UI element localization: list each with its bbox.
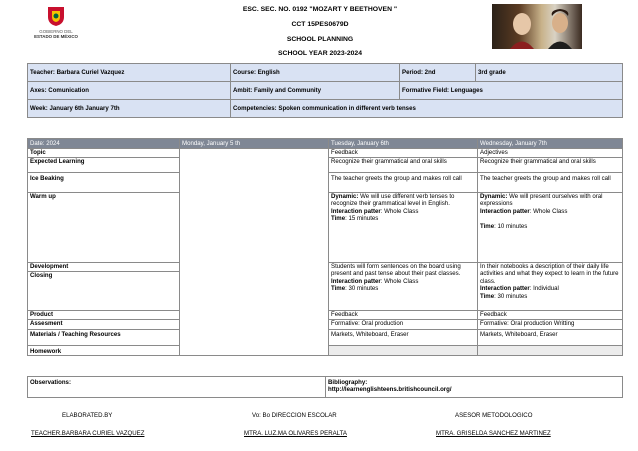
warm-up-tuesday-time: : 15 minutes	[345, 215, 379, 223]
product-tuesday: Feedback	[329, 311, 478, 320]
ambit-cell: Ambit: Family and Community	[231, 82, 400, 100]
ice-breaking-wednesday: The teacher greets the group and makes roll call	[478, 173, 623, 193]
observations-table	[27, 376, 623, 398]
school-cct: CCT 15PES0679D	[291, 21, 349, 28]
school-year: SCHOOL YEAR 2023-2024	[278, 50, 362, 57]
warm-up-wednesday-pattern-key: Interaction patter	[480, 207, 530, 215]
plan-header-row	[28, 139, 623, 149]
assesment-label: Assesment	[28, 320, 180, 330]
development-tuesday-pattern: : Whole Class	[380, 277, 419, 285]
development-tuesday-time-key: Time	[331, 285, 346, 293]
ice-breaking-label: Ice Beaking	[28, 173, 180, 193]
development-wednesday-time-key: Time	[480, 292, 495, 300]
competencies-cell: Competencies: Spoken communication in different verb tenses	[231, 100, 623, 118]
bibliography-link[interactable]: http://learnenglishteens.britishcouncil.org/	[328, 386, 452, 394]
topic-row	[28, 149, 623, 158]
development-tuesday	[329, 263, 478, 311]
development-tuesday-time: : 30 minutes	[345, 285, 379, 293]
portrait-image	[492, 4, 582, 49]
plan-table	[27, 138, 623, 356]
expected-learning-label: Expected Learning	[28, 158, 180, 173]
warm-up-wednesday	[478, 193, 623, 263]
axes-cell: Axes: Comunication	[28, 82, 231, 100]
warm-up-wednesday-time-key: Time	[480, 222, 495, 230]
document-title: SCHOOL PLANNING	[286, 36, 354, 43]
advisor-name: MTRA. GRISELDA SANCHEZ MARTINEZ	[436, 430, 551, 437]
monday-header: Monday, January 5 th	[180, 139, 329, 149]
warm-up-wednesday-pattern: : Whole Class	[529, 207, 568, 215]
topic-tuesday: Feedback	[329, 149, 478, 158]
development-wednesday-text: In their notebooks a description of their daily life activities and what they expect to learn in the future class.	[480, 263, 619, 285]
development-tuesday-text: Students will form sentences on the board using present and past tense about their past classes.	[331, 263, 461, 278]
development-label: Development	[28, 263, 180, 272]
assesment-wednesday: Formative: Oral production Writting	[478, 320, 623, 330]
week-cell: Week: January 6th January 7th	[28, 100, 231, 118]
warm-up-tuesday	[329, 193, 478, 263]
expected-learning-wednesday: Recognize their grammatical and oral skills	[478, 158, 623, 173]
teacher-cell: Teacher: Barbara Curiel Vazquez	[28, 64, 231, 82]
composers-portrait	[492, 4, 582, 49]
logo-line2: ESTADO DE MÉXICO	[34, 34, 78, 39]
materials-label: Materials / Teaching Resources	[28, 330, 180, 346]
product-wednesday: Feedback	[478, 311, 623, 320]
warm-up-tuesday-time-key: Time	[331, 215, 346, 223]
warm-up-tuesday-pattern-key: Interaction patter	[331, 207, 381, 215]
monday-column	[180, 149, 329, 356]
info-table	[27, 63, 623, 118]
logo-line1: GOBIERNO DEL	[39, 29, 73, 34]
materials-wednesday: Markets, Whiteboard, Eraser	[478, 330, 623, 346]
topic-wednesday: Adjectives	[478, 149, 623, 158]
development-wednesday-pattern-key: Interaction patter	[480, 285, 530, 293]
director-role: Vo: Bo DIRECCION ESCOLAR	[252, 412, 337, 419]
warm-up-tuesday-pattern: : Whole Class	[380, 207, 419, 215]
development-wednesday	[478, 263, 623, 311]
homework-label: Homework	[28, 346, 180, 356]
closing-label: Closing	[28, 272, 180, 311]
assesment-tuesday: Formative: Oral production	[329, 320, 478, 330]
bibliography-label: Bibliography:	[328, 379, 368, 386]
warm-up-wednesday-dynamic: We will present ourselves with oral expressions	[480, 193, 603, 208]
topic-label: Topic	[28, 149, 180, 158]
development-tuesday-pattern-key: Interaction patter	[331, 277, 381, 285]
observations-cell: Observations:	[28, 377, 326, 398]
tuesday-header: Tuesday, January 6th	[329, 139, 478, 149]
product-label: Product	[28, 311, 180, 320]
wednesday-header: Wednesday, January 7th	[478, 139, 623, 149]
ice-breaking-tuesday: The teacher greets the group and makes roll call	[329, 173, 478, 193]
homework-wednesday	[478, 346, 623, 356]
crest-icon	[44, 5, 68, 27]
advisor-role: ASESOR METODOLOGICO	[455, 412, 533, 419]
school-name: ESC. SEC. NO. 0192 "MOZART Y BEETHOVEN "	[242, 6, 398, 13]
government-logo	[26, 3, 86, 47]
development-wednesday-pattern: : Individual	[529, 285, 559, 293]
course-cell: Course: English	[231, 64, 400, 82]
formative-field-cell: Formative Field: Lenguages	[400, 82, 623, 100]
director-name: MTRA. LUZ.MA OLIVARES PERALTA	[244, 430, 347, 437]
period-cell: Period: 2nd	[400, 64, 476, 82]
materials-tuesday: Markets, Whiteboard, Eraser	[329, 330, 478, 346]
development-wednesday-time: : 30 minutes	[494, 292, 528, 300]
homework-tuesday	[329, 346, 478, 356]
expected-learning-tuesday: Recognize their grammatical and oral skills	[329, 158, 478, 173]
bibliography-cell	[326, 377, 623, 398]
warm-up-tuesday-dynamic-key: Dynamic:	[331, 193, 359, 200]
elaborated-by-role: ELABORATED.BY	[62, 412, 113, 419]
warm-up-wednesday-time: : 10 minutes	[494, 222, 528, 230]
warm-up-tuesday-dynamic: We will use different verb tenses to recognize their grammatical level in English.	[331, 193, 455, 208]
grade-cell: 3rd grade	[476, 64, 623, 82]
elaborated-by-name: TEACHER.BARBARA CURIEL VAZQUEZ	[31, 430, 145, 437]
warm-up-label: Warm up	[28, 193, 180, 263]
date-header: Date: 2024	[28, 139, 180, 149]
warm-up-wednesday-dynamic-key: Dynamic:	[480, 193, 508, 200]
